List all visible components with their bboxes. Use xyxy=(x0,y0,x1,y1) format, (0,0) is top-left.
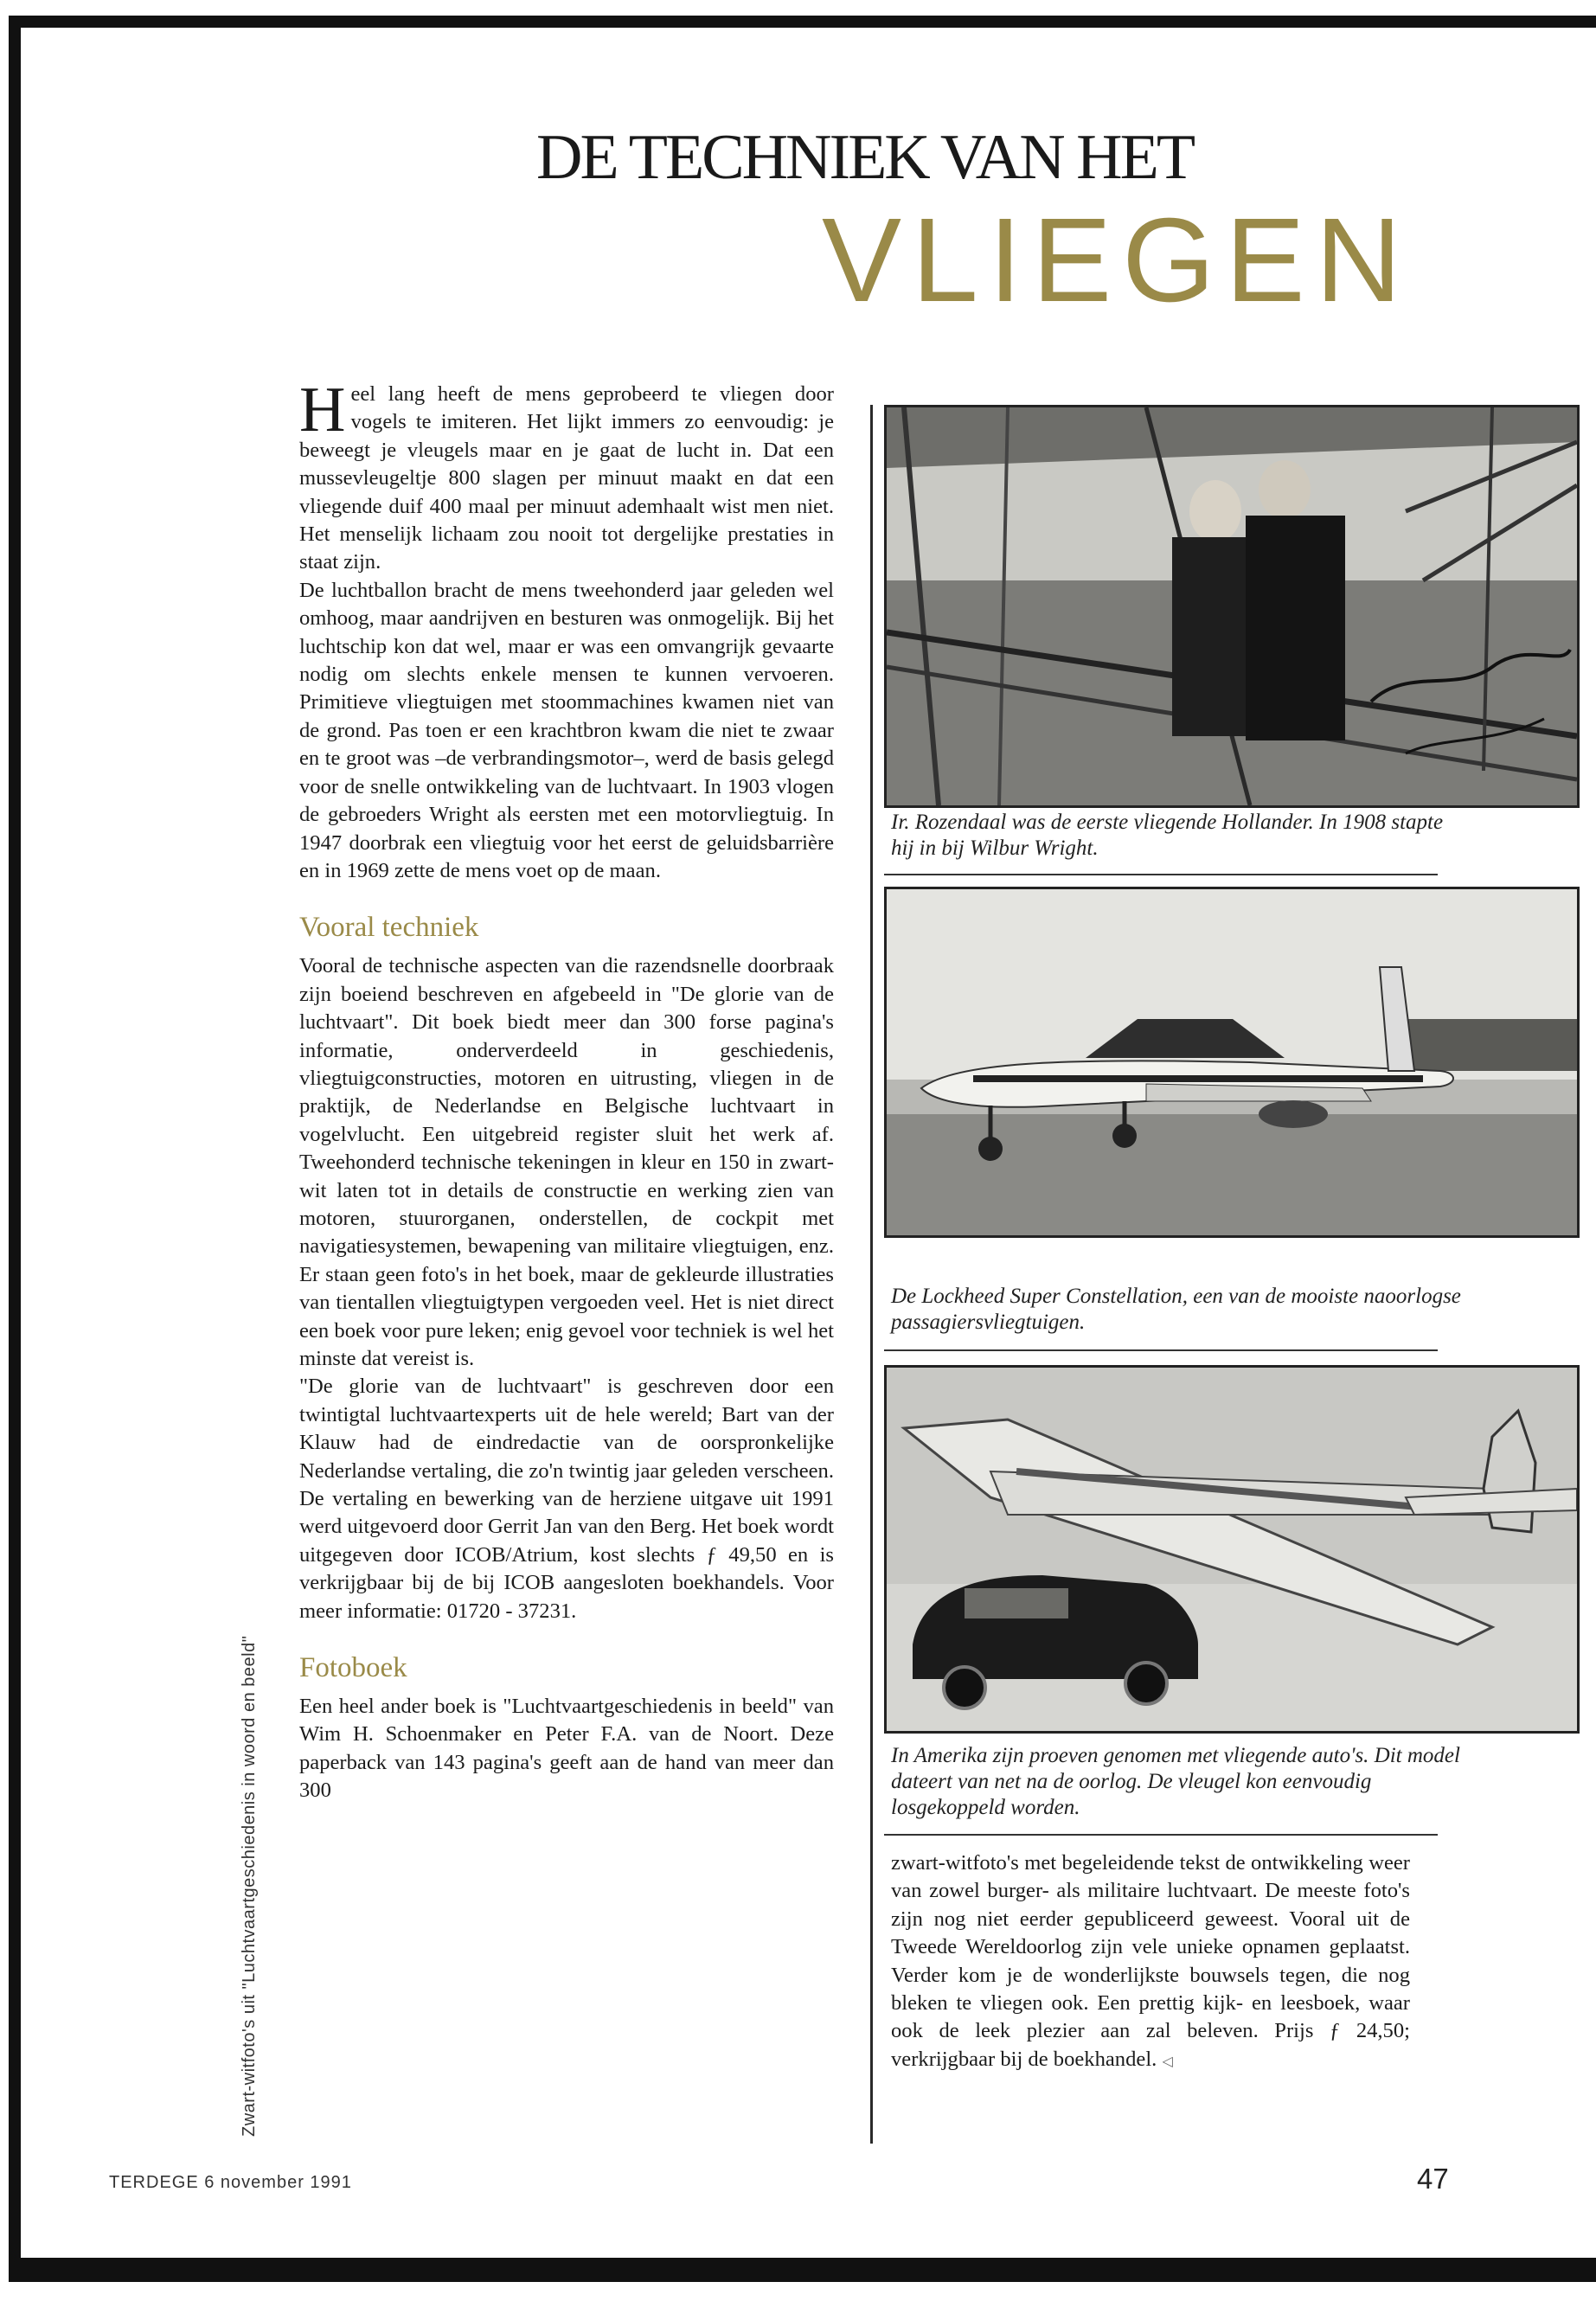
intro-text: eel lang heeft de mens geprobeerd te vliegen door vogels te imiteren. Het lijkt immers zo eenvoudig: je beweegt je vleugels maar en je gaat de lucht in. Dat een mussevleugeltje 800 slagen per minuut maakt en dat een vliegende duif 400 maal per minuut ademhaalt wist men niet. Het menselijk lichaam zou nooit tot dergelijke prestaties in staat zijn. xyxy=(299,382,834,574)
intro-paragraph xyxy=(299,375,834,577)
headline-line-1: DE TECHNIEK VAN HET xyxy=(536,122,1194,193)
end-mark-icon: ◁ xyxy=(1162,2054,1173,2069)
page-number: 47 xyxy=(1417,2163,1449,2195)
page-frame-top xyxy=(9,16,1596,28)
caption-rule-1 xyxy=(884,874,1438,875)
fotoboek-continuation-text: zwart-witfoto's met begeleidende tekst de ontwikkeling weer van zowel burger- als militaire luchtvaart. De meeste foto's zijn nog niet eerder gepubliceerd geweest. Vooral uit de Tweede Wereldoorlog zijn vele unieke opnamen geplaatst. Verder kom je de wonderlijkste bouwsels tegen, die nog bleken te vliegen ook. Een prettig kijk- en leesboek, waar ook de leek plezier aan zal beleven. Prijs ƒ 24,50; verkrijgbaar bij de boekhandel. xyxy=(891,1851,1410,2071)
photo3-caption: In Amerika zijn proeven genomen met vliegende auto's. Dit model dateert van net na de oorlog. De vleugel kon eenvoudig losgekoppeld worden. xyxy=(891,1744,1460,1819)
photo2-caption: De Lockheed Super Constellation, een van de mooiste naoorlogse passagiersvliegtuigen. xyxy=(891,1285,1461,1334)
photo-flying-car-image xyxy=(887,1368,1577,1731)
article-left-column xyxy=(299,375,834,1805)
article-right-column xyxy=(891,1849,1410,2076)
fotoboek-paragraph: Een heel ander boek is "Luchtvaartgeschiedenis in beeld" van Wim H. Schoenmaker en Peter F.A. van de Noort. Deze paperback van 143 pagina's geeft aan de hand van meer dan 300 xyxy=(299,1695,834,1803)
photo-flying-car xyxy=(884,1365,1580,1734)
column-divider xyxy=(870,405,873,2144)
photo-airliner-image xyxy=(887,889,1577,1235)
photo1-caption: Ir. Rozendaal was de eerste vliegende Hollander. In 1908 stapte hij in bij Wilbur Wright. xyxy=(891,811,1444,860)
photo-super-constellation xyxy=(884,887,1580,1238)
page-frame-bottom xyxy=(9,2258,1596,2282)
intro-paragraph-2: De luchtballon bracht de mens tweehonderd jaar geleden wel omhoog, maar aandrijven en besturen was onmogelijk. Bij het luchtschip kon dat wel, maar er was een omvangrijk gevaarte nodig om slechts enkele mensen te kunnen vervoeren. Primitieve vliegtuigen met stoommachines kwamen niet van de grond. Pas toen er een krachtbron kwam die niet te zwaar en te groot was –de verbrandingsmotor–, werd de basis gelegd voor de snelle ontwikkeling van de luchtvaart. In 1903 vlogen de gebroeders Wright als eersten met een motorvliegtuig. In 1947 doorbrak een vliegtuig voor het eerst de geluidsbarrière en in 1969 zette de mens voet op de maan. xyxy=(299,578,834,882)
section-heading-fotoboek: Fotoboek xyxy=(299,1652,407,1684)
fotoboek-continuation xyxy=(891,1849,1410,2076)
section-heading-techniek: Vooral techniek xyxy=(299,912,479,944)
headline-line-2: VLIEGEN xyxy=(822,194,1413,327)
techniek-paragraph-2: "De glorie van de luchtvaart" is geschreven door een twintigtal luchtvaartexperts uit de hele wereld; Bart van der Klauw had de eindredactie van de oorspronkelijke Nederlandse vertaling, die zo'n twintig jaar geleden verscheen. De vertaling en bewerking van de herziene uitgave uit 1991 werd uitgevoerd door Gerrit Jan van den Berg. Het boek wordt uitgegeven door ICOB/Atrium, kost slechts ƒ 49,50 en is verkrijgbaar bij de bij ICOB aangesloten boekhandels. Voor meer informatie: 01720 - 37231. xyxy=(299,1375,834,1623)
footer-publication: TERDEGE 6 november 1991 xyxy=(109,2173,352,2192)
drop-cap: H xyxy=(299,375,346,445)
photo-credit: Zwart-witfoto's uit "Luchtvaartgeschiedenis in woord en beeld" xyxy=(240,1635,259,2137)
photo-rozendaal-wright xyxy=(884,405,1580,808)
techniek-paragraph-1: Vooral de technische aspecten van die razendsnelle doorbraak zijn boeiend beschreven en afgebeeld in "De glorie van de luchtvaart". Dit boek biedt meer dan 300 forse pagina's informatie, onderverdeeld in geschiedenis, vliegtuigconstructies, motoren en uitrusting, vliegen in de praktijk, de Nederlandse en Belgische luchtvaart in vogelvlucht. Een uitgebreid register sluit het werk af. Tweehonderd technische tekeningen in kleur en 150 in zwart-wit laten tot in details de constructie en werking zien van motoren, stuurorganen, onderstellen, de cockpit met navigatiesystemen, bewapening van militaire vliegtuigen, enz. Er staan geen foto's in het boek, maar de gekleurde illustraties van tientallen vliegtuigtypen vergoeden veel. Het is niet direct een boek voor pure leken; enig gevoel voor techniek is wel het minste dat vereist is. xyxy=(299,954,834,1370)
page-frame-left xyxy=(9,16,21,2282)
photo-biplane-image xyxy=(887,407,1577,805)
caption-rule-3 xyxy=(884,1834,1438,1836)
caption-rule-2 xyxy=(884,1349,1438,1351)
